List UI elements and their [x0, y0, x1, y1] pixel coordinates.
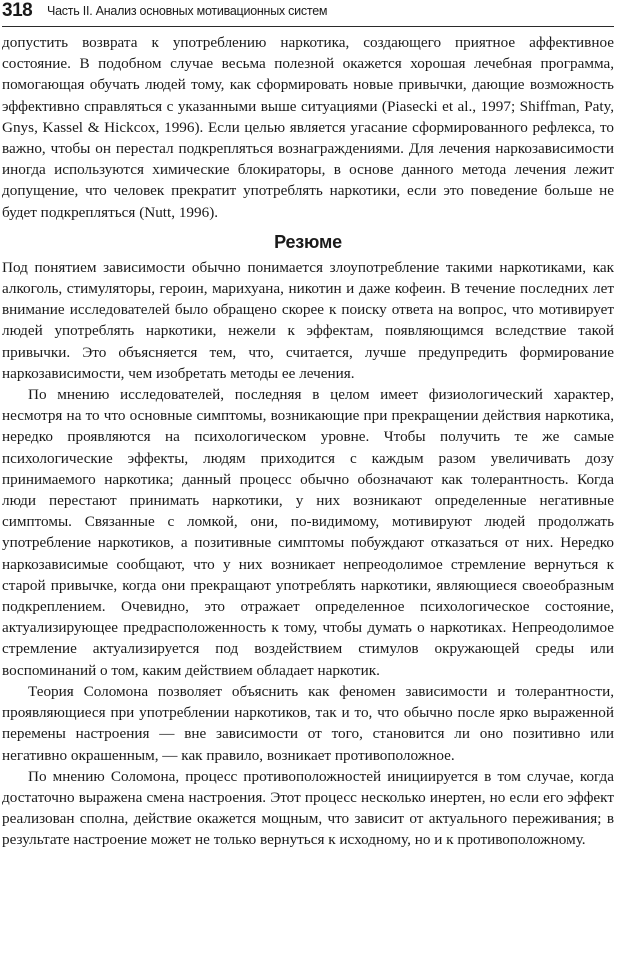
- intro-paragraph: допустить возврата к употреблению наркотика, создающего приятное аффективное состояние. В подобном случае весьма полезной окажется хорошая лечебная программа, помогающая обучать людей тому, как сформировать новые привычки, дающие возможность эффективно справляться с указанными выше ситуациями (Piasecki et al., 1997; Shiffman, Paty, Gnys, Kassel & Hickcox, 1996). Если целью является угасание сформированного рефлекса, то важно, чтобы он перестал подкрепляться вознаграждениями. Для лечения наркозависимости иногда используются химические блокираторы, в основе данного метода лечения лежит допущение, что человек прекратит употреблять наркотики, если это поведение больше не будет подкрепляться (Nutt, 1996).: [2, 34, 614, 221]
- body-text: [2, 32, 614, 851]
- section-heading: Резюме: [274, 231, 342, 252]
- summary-paragraph-1: Под понятием зависимости обычно понимается злоупотребление такими наркотиками, как алкоголь, стимуляторы, героин, марихуана, никотин и даже кофеин. В течение последних лет внимание исследователей было обращено скорее к поиску ответа на вопрос, что мотивирует людей употреблять наркотики, нежели к эффектам, появляющимся вследствие такой привычки. Это объясняется тем, что, считается, лучше предупредить формирование наркозависимости, чем изобретать методы ее лечения.: [2, 258, 614, 382]
- summary-paragraph-3: Теория Соломона позволяет объяснить как феномен зависимости и толерантности, проявляющиеся при употреблении наркотиков, так и то, что обычно после ярко выраженной перемены настроения — вне зависимости от того, становится ли оно позитивно или негативно окрашенным, — как правило, возникает противоположное.: [2, 682, 614, 764]
- running-header: [2, 0, 614, 27]
- running-header-title: Часть II. Анализ основных мотивационных систем: [47, 4, 328, 18]
- page-number: 318: [2, 0, 33, 21]
- summary-paragraph-4: По мнению Соломона, процесс противоположностей инициируется в том случае, когда достаточно выражена смена настроения. Этот процесс несколько инертен, но если его эффект реализован сполна, действие окажется мощным, что зависит от актуального переживания; в результате настроение может не только вернуться к исходному, но и к противоположному.: [2, 767, 614, 849]
- summary-paragraph-2: По мнению исследователей, последняя в целом имеет физиологический характер, несмотря на то что основные симптомы, возникающие при прекращении действия наркотика, нередко проявляются на психологическом уровне. Чтобы получить те же самые психологические эффекты, людям приходится с каждым разом увеличивать дозу принимаемого наркотика; данный процесс обычно обозначают как толерантность. Когда люди перестают принимать наркотики, у них возникают определенные негативные симптомы. Связанные с ломкой, они, по-видимому, мотивируют людей продолжать употребление наркотиков, а позитивные симптомы побуждают отказаться от них. Нередко наркозависимые сообщают, что у них возникает непреодолимое стремление вернуться к старой привычке, когда они прекращают употреблять наркотики, являющиеся своеобразным подкреплением. Очевидно, это отражает определенное психологическое состояние, актуализирующее предрасположенность к тому, чтобы думать о наркотиках. Непреодолимое стремление актуализируется под воздействием стимулов окружающей среды или воспоминаний о том, каким действием обладает наркотик.: [2, 386, 614, 679]
